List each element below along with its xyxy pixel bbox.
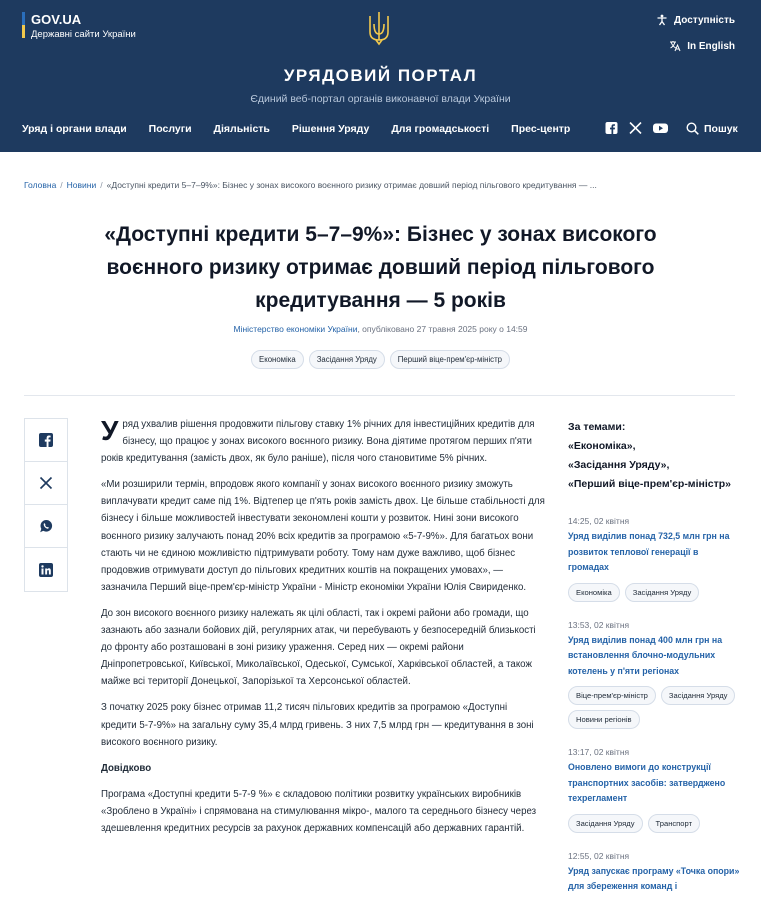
nav-item-public[interactable]: Для громадськості bbox=[391, 123, 490, 135]
nav-item-activity[interactable]: Діяльність bbox=[213, 123, 270, 135]
nav-item-press[interactable]: Прес-центр bbox=[511, 123, 571, 135]
article-published: , опубліковано 27 травня 2025 року о 14:59 bbox=[357, 324, 528, 334]
tag-pill[interactable]: Віце-прем'єр-міністр bbox=[568, 686, 656, 705]
language-button[interactable] bbox=[669, 40, 735, 52]
breadcrumb-home[interactable]: Головна bbox=[24, 180, 57, 190]
news-title-link[interactable]: Оновлено вимоги до конструкції транспортних засобів: затверджено техрегламент bbox=[568, 762, 726, 803]
divider bbox=[24, 395, 735, 396]
tag-pill[interactable]: Економіка bbox=[568, 583, 620, 602]
news-time: 14:25, 02 квітня bbox=[568, 516, 630, 526]
whatsapp-icon bbox=[39, 519, 53, 533]
article-paragraph: З початку 2025 року бізнес отримав 11,2 тисяч пільгових кредитів за програмою «Доступні кредити 5-7-9%» на загальну суму 35,4 млрд гривень. З них 7,5 млрд грн — кредитування в зоні високого воєнного ризику. bbox=[101, 702, 534, 748]
x-icon[interactable] bbox=[629, 122, 642, 134]
nav-item-government[interactable]: Уряд і органи влади bbox=[22, 123, 127, 135]
news-time: 13:53, 02 квітня bbox=[568, 619, 630, 630]
reference-heading: Довідково bbox=[101, 762, 152, 774]
nav-item-decisions[interactable]: Рішення Уряду bbox=[291, 123, 370, 135]
accessibility-button[interactable] bbox=[656, 14, 735, 26]
x-icon bbox=[39, 476, 53, 490]
search-button[interactable] bbox=[686, 122, 738, 135]
breadcrumb: Головна / Новини / «Доступні кредити 5–7–9%»: Бізнес у зонах високого воєнного ризику отримає довший період пільгового кредитування — ... bbox=[24, 180, 597, 190]
related-sidebar bbox=[568, 418, 740, 913]
share-linkedin-button[interactable] bbox=[25, 548, 67, 591]
article-paragraph: Уряд ухвалив рішення продовжити пільгову ставку 1% річних для інвестиційних кредитів для бізнесу, що працює у зонах високого воєнного ризику. Вона діятиме протягом перших п'яти років кредитування (замість двох, як було раніше), після чого становитиме 5% річних. bbox=[101, 415, 535, 465]
search-label: Пошук bbox=[704, 122, 738, 135]
share-x-button[interactable] bbox=[25, 462, 67, 505]
news-title-link[interactable]: Уряд виділив понад 400 млн грн на встановлення блочно-модульних котелень у п'яти регіонах bbox=[568, 634, 723, 676]
facebook-icon[interactable] bbox=[605, 122, 618, 134]
news-item bbox=[568, 620, 740, 730]
flag-icon bbox=[22, 12, 25, 38]
tag-pill[interactable]: Засідання Уряду bbox=[661, 686, 736, 705]
youtube-icon[interactable] bbox=[653, 122, 668, 134]
news-item bbox=[568, 747, 740, 833]
article-body bbox=[101, 416, 545, 846]
article-paragraph: До зон високого воєнного ризику належать як цілі області, так і окремі райони або громади, що зазнають або зазнали бойових дій, регулярних атак, чи перебувають у безпосередній близькості до фронту або розташовані в зоні ризику ураження. Серед них — окремі райони Дніпропетровської, Київської, Миколаївської, Одеської, Сумської, Харківської областей, а також майже всі території Донецької, Запорізької та Херсонської областей. bbox=[101, 607, 536, 688]
article-tags bbox=[0, 350, 761, 369]
linkedin-icon bbox=[39, 563, 53, 577]
news-title-link[interactable]: Уряд виділив понад 732,5 млн грн на розвиток теплової генерації в громадах bbox=[568, 531, 730, 572]
tag-pill[interactable]: Засідання Уряду bbox=[568, 814, 643, 833]
news-time: 12:55, 02 квітня bbox=[568, 850, 630, 861]
search-icon bbox=[686, 122, 699, 135]
dropcap: У bbox=[101, 415, 119, 446]
article-source-link[interactable]: Міністерство економіки України bbox=[233, 324, 358, 334]
trident-icon[interactable] bbox=[367, 10, 391, 46]
news-time: 13:17, 02 квітня bbox=[568, 747, 630, 757]
main-nav bbox=[22, 123, 592, 135]
portal-subtitle: Єдиний веб-портал органів виконавчої влади України bbox=[250, 93, 511, 105]
news-title-link[interactable]: Уряд запускає програму «Точка опори» для збереження команд і bbox=[568, 865, 740, 891]
accessibility-label: Доступність bbox=[674, 14, 735, 26]
facebook-icon bbox=[39, 433, 53, 447]
tag-pill[interactable]: Перший віце-прем'єр-міністр bbox=[390, 350, 510, 369]
news-item bbox=[568, 516, 740, 602]
share-facebook-button[interactable] bbox=[25, 419, 67, 462]
news-item bbox=[568, 851, 740, 895]
gov-ua-sublabel: Державні сайти України bbox=[31, 29, 136, 40]
breadcrumb-news[interactable]: Новини bbox=[66, 180, 97, 190]
tag-pill[interactable]: Економіка bbox=[251, 350, 304, 369]
accessibility-icon bbox=[656, 14, 668, 26]
tag-pill[interactable]: Транспорт bbox=[648, 814, 701, 833]
article-title: «Доступні кредити 5–7–9%»: Бізнес у зонах високого воєнного ризику отримає довший період пільгового кредитування — 5 років bbox=[104, 223, 657, 312]
article-meta bbox=[0, 324, 761, 334]
translate-icon bbox=[669, 40, 681, 52]
social-links bbox=[605, 122, 668, 134]
tag-pill[interactable]: Засідання Уряду bbox=[309, 350, 385, 369]
gov-ua-label: GOV.UA bbox=[31, 12, 82, 27]
tag-pill[interactable]: Засідання Уряду bbox=[625, 583, 700, 602]
portal-title[interactable]: УРЯДОВИЙ ПОРТАЛ bbox=[283, 66, 478, 85]
tag-pill[interactable]: Новини регіонів bbox=[568, 710, 640, 729]
gov-ua-link[interactable] bbox=[22, 12, 136, 42]
share-bar bbox=[24, 418, 68, 592]
breadcrumb-current: «Доступні кредити 5–7–9%»: Бізнес у зонах високого воєнного ризику отримає довший період пільгового кредитування — ... bbox=[106, 180, 597, 190]
language-label: In English bbox=[687, 40, 735, 52]
share-whatsapp-button[interactable] bbox=[25, 505, 67, 548]
site-header bbox=[0, 0, 761, 152]
sidebar-heading: За темами: «Економіка», «Засідання Уряду», «Перший віце-прем'єр-міністр» bbox=[568, 421, 731, 490]
article-paragraph: Програма «Доступні кредити 5-7-9 %» є складовою політики розвитку українських виробників «Зроблено в Україні» і спрямована на стимулювання мікро-, малого та середнього бізнесу через здешевлення кредитних ресурсів за рахунок державних компенсацій або державних гарантій. bbox=[101, 788, 537, 834]
nav-item-services[interactable]: Послуги bbox=[148, 123, 192, 135]
article-paragraph: «Ми розширили термін, впродовж якого компанії у зонах високого воєнного ризику зможуть виплачувати кредит саме під 1%. Відтепер це п'ять років замість двох. Це більше стабільності для бізнесу і більше можливостей інвестувати зекономлені кошти у розвиток. Нині зони високого воєнного ризику залучають понад 20% всіх кредитів за програмою «5-7-9%». Для багатьох вони стають чи не єдиною можливістю підтримувати роботу. Тому нам дуже важливо, щоб бізнес продовжив отримувати доступ до пільгових кредитних коштів на покращених умовах», — зазначила Перший віце-прем'єр-міністр України - Міністр економіки України Юлія Свириденко. bbox=[101, 479, 545, 593]
